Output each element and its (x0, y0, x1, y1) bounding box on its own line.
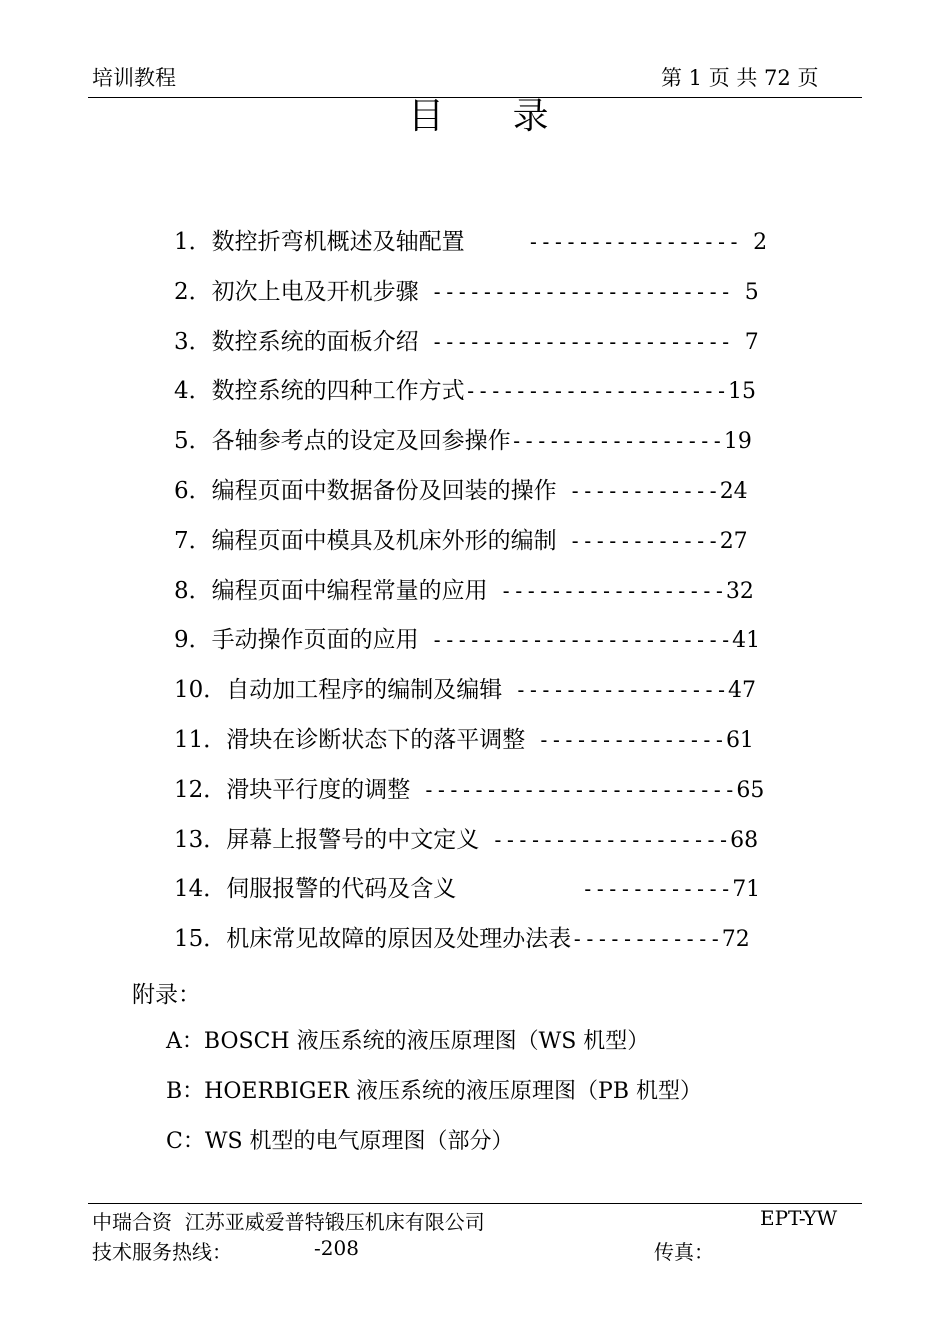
toc-entry-page: 68 (730, 828, 759, 853)
toc-entry-page: 27 (719, 529, 748, 554)
toc-entry-leader: ----------------- (510, 429, 724, 453)
toc-entry (174, 476, 814, 506)
toc-entry-leader: ------------------- (479, 828, 731, 852)
toc-entry-leader: --------------- (525, 728, 726, 752)
toc-entry (174, 376, 814, 406)
toc-entry (174, 227, 814, 257)
toc-entry (174, 625, 814, 655)
appendix-item: A：BOSCH 液压系统的液压原理图（WS 机型） (166, 1029, 650, 1054)
footer-doc-code: EPT-YW (760, 1206, 838, 1230)
toc-entry (174, 775, 814, 805)
appendix-item: B：HOERBIGER 液压系统的液压原理图（PB 机型） (166, 1079, 703, 1104)
toc-entry-text: 5．各轴参考点的设定及回参操作 (174, 428, 511, 454)
toc-entry-text: 11．滑块在诊断状态下的落平调整 (174, 727, 526, 753)
toc-entry-text: 15．机床常见故障的原因及处理办法表 (174, 926, 572, 952)
toc-entry-page: 7 (744, 330, 759, 355)
toc-entry-page: 61 (725, 728, 754, 753)
toc-entry-page: 2 (753, 230, 768, 255)
toc-entry (174, 426, 814, 456)
toc-entry-page: 24 (719, 479, 748, 504)
toc-entry-leader: ------------ (571, 927, 722, 951)
toc-entry (174, 675, 814, 705)
toc-entry-text: 9．手动操作页面的应用 (174, 627, 419, 653)
toc-entry-page: 19 (723, 429, 752, 454)
toc-entry-text: 6．编程页面中数据备份及回装的操作 (174, 478, 557, 504)
toc-entry-page: 41 (732, 628, 761, 653)
toc-entry-leader: ------------ (556, 529, 720, 553)
toc-entry-page: 32 (725, 579, 754, 604)
toc-entry (174, 874, 814, 904)
footer-company: 中瑞合资 江苏亚威爱普特锻压机床有限公司 (92, 1210, 485, 1234)
toc-entry-page: 15 (728, 379, 757, 404)
toc-entry (174, 327, 814, 357)
toc-entry (174, 277, 814, 307)
toc-entry-text: 10．自动加工程序的编制及编辑 (174, 677, 503, 703)
toc-entry-text: 7．编程页面中模具及机床外形的编制 (174, 528, 557, 554)
toc-entry-leader: ------------------------- (410, 778, 737, 802)
toc-entry-page: 71 (732, 877, 761, 902)
toc-entry-leader: ------------ (456, 877, 733, 901)
toc-entry-leader: ------------------------ (418, 330, 745, 354)
toc-entry-leader: ------------ (556, 479, 720, 503)
footer-hotline-label: 技术服务热线： (92, 1240, 232, 1264)
toc-entry-page: 5 (744, 280, 759, 305)
toc-entry-page: 65 (736, 778, 765, 803)
header-left-title: 培训教程 (92, 66, 176, 90)
footer-hotline-value: -208 (314, 1236, 359, 1260)
toc-entry-leader: ----------------- (464, 230, 754, 254)
header-page-indicator: 第 1 页 共 72 页 (661, 66, 819, 90)
appendix-heading: 附录： (132, 982, 201, 1008)
toc-entry-page: 47 (728, 678, 757, 703)
page-title: 目 录 (408, 96, 549, 137)
toc-entry-leader: --------------------- (464, 379, 729, 403)
toc-entry-text: 12．滑块平行度的调整 (174, 777, 411, 803)
appendix-item: C：WS 机型的电气原理图（部分） (166, 1129, 514, 1154)
toc-entry (174, 725, 814, 755)
toc-entry (174, 825, 814, 855)
toc-entry-leader: ----------------- (502, 678, 729, 702)
toc-entry-text: 2．初次上电及开机步骤 (174, 279, 419, 305)
footer-fax-label: 传真： (654, 1240, 714, 1264)
toc-entry-leader: ------------------ (487, 579, 726, 603)
toc-entry-text: 3．数控系统的面板介绍 (174, 329, 419, 355)
footer-divider (88, 1203, 862, 1204)
toc-entry-text: 13．屏幕上报警号的中文定义 (174, 827, 480, 853)
toc-entry-text: 4．数控系统的四种工作方式 (174, 378, 465, 404)
toc-entry (174, 526, 814, 556)
toc-entry-leader: ------------------------ (418, 628, 733, 652)
toc-entry (174, 576, 814, 606)
toc-entry (174, 924, 814, 954)
toc-entry-text: 8．编程页面中编程常量的应用 (174, 578, 488, 604)
toc-entry-text: 14．伺服报警的代码及含义 (174, 876, 457, 902)
toc-entry-leader: ------------------------ (418, 280, 745, 304)
toc-entry-text: 1．数控折弯机概述及轴配置 (174, 229, 465, 255)
toc-entry-page: 72 (721, 927, 750, 952)
